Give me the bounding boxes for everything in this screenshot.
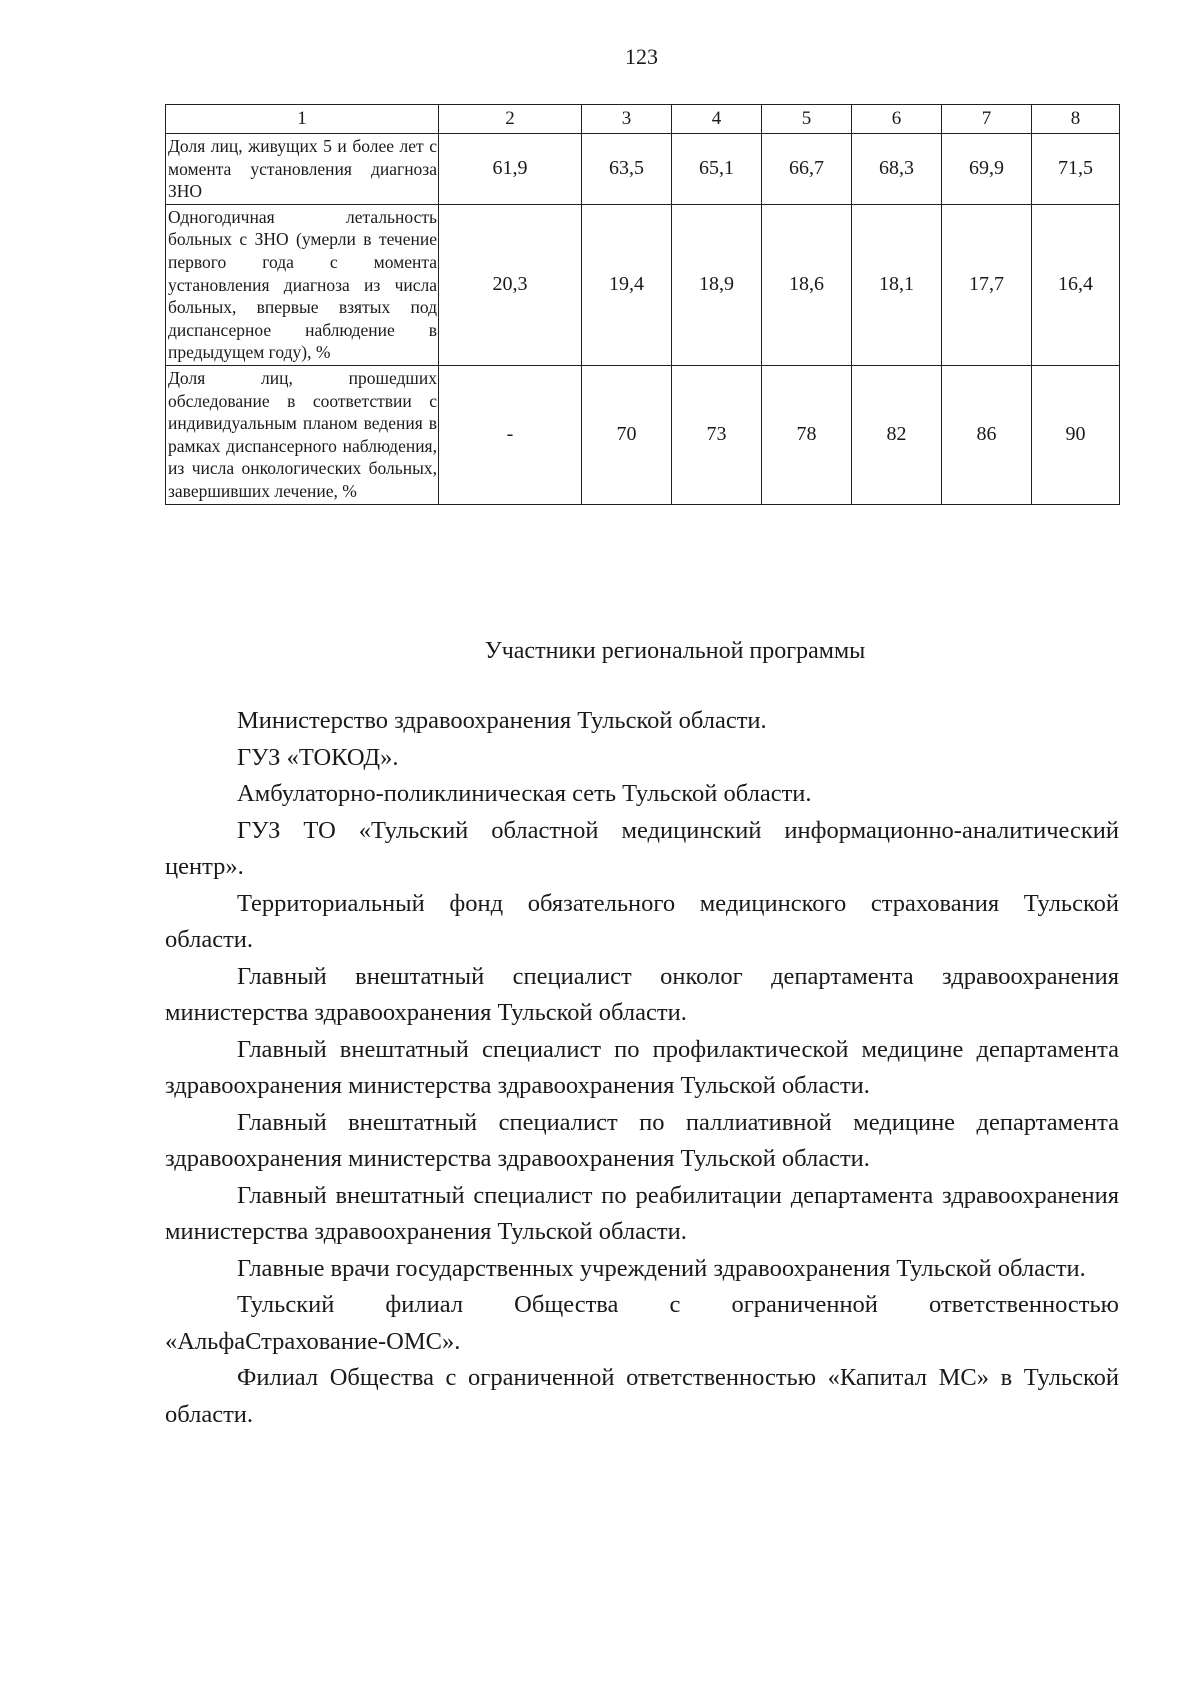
- table-header-cell: 8: [1032, 105, 1120, 134]
- table-cell: 19,4: [582, 204, 672, 365]
- participant-item: ГУЗ «ТОКОД».: [237, 743, 399, 771]
- row-label: Доля лиц, прошедших обследование в соответствии с индивидуальным планом ведения в рамках диспансерного наблюдения, из числа онкологических больных, завершивших лечение, %: [166, 365, 439, 504]
- table-cell: 69,9: [942, 134, 1032, 205]
- participant-item: Главные врачи государственных учреждений здравоохранения Тульской области.: [237, 1254, 1086, 1282]
- table-header-cell: 7: [942, 105, 1032, 134]
- table-row: [166, 204, 1120, 365]
- table-cell: 78: [762, 365, 852, 504]
- table-cell: 61,9: [439, 134, 582, 205]
- participant-item: Территориальный фонд обязательного медицинского страхования Тульской области.: [165, 889, 1119, 953]
- table-header-cell: 5: [762, 105, 852, 134]
- table-header-row: [166, 105, 1120, 134]
- table-header-cell: 1: [166, 105, 439, 134]
- table-cell: 63,5: [582, 134, 672, 205]
- table-header-cell: 4: [672, 105, 762, 134]
- table-cell: 16,4: [1032, 204, 1120, 365]
- table-cell: 90: [1032, 365, 1120, 504]
- table-row: [166, 365, 1120, 504]
- table-cell: 73: [672, 365, 762, 504]
- table-cell: 68,3: [852, 134, 942, 205]
- table-cell: -: [439, 365, 582, 504]
- page-number: 123: [625, 44, 658, 69]
- participant-item: Главный внештатный специалист по реабилитации департамента здравоохранения министерства здравоохранения Тульской области.: [165, 1181, 1119, 1245]
- participant-item: Тульский филиал Общества с ограниченной ответственностью «АльфаСтрахование-ОМС».: [165, 1291, 1119, 1355]
- table-cell: 82: [852, 365, 942, 504]
- participant-item: Главный внештатный специалист онколог департамента здравоохранения министерства здравоохранения Тульской области.: [165, 962, 1119, 1026]
- table-row: [166, 134, 1120, 205]
- participants-list: [165, 703, 1119, 1433]
- table-header-cell: 6: [852, 105, 942, 134]
- participant-item: Филиал Общества с ограниченной ответственностью «Капитал МС» в Тульской области.: [165, 1364, 1119, 1428]
- participant-item: Главный внештатный специалист по профилактической медицине департамента здравоохранения министерства здравоохранения Тульской области.: [165, 1035, 1119, 1099]
- participant-item: ГУЗ ТО «Тульский областной медицинский информационно-аналитический центр».: [165, 816, 1119, 880]
- table-cell: 66,7: [762, 134, 852, 205]
- participant-item: Министерство здравоохранения Тульской области.: [237, 707, 767, 734]
- table-cell: 17,7: [942, 204, 1032, 365]
- table-cell: 71,5: [1032, 134, 1120, 205]
- table-cell: 18,6: [762, 204, 852, 365]
- table-cell: 18,1: [852, 204, 942, 365]
- table-cell: 65,1: [672, 134, 762, 205]
- row-label: Доля лиц, живущих 5 и более лет с момента установления диагноза ЗНО: [166, 134, 439, 205]
- participant-item: Амбулаторно-поликлиническая сеть Тульской области.: [237, 780, 812, 807]
- table-cell: 18,9: [672, 204, 762, 365]
- table-header-cell: 3: [582, 105, 672, 134]
- section-title: Участники региональной программы: [484, 638, 866, 664]
- table-cell: 86: [942, 365, 1032, 504]
- table-cell: 20,3: [439, 204, 582, 365]
- participant-item: Главный внештатный специалист по паллиативной медицине департамента здравоохранения министерства здравоохранения Тульской области.: [165, 1108, 1119, 1172]
- row-label: Одногодичная летальность больных с ЗНО (умерли в течение первого года с момента установления диагноза из числа больных, впервые взятых под диспансерное наблюдение в предыдущем году), %: [166, 204, 439, 365]
- table-header-cell: 2: [439, 105, 582, 134]
- table-cell: 70: [582, 365, 672, 504]
- indicators-table: [165, 104, 1120, 505]
